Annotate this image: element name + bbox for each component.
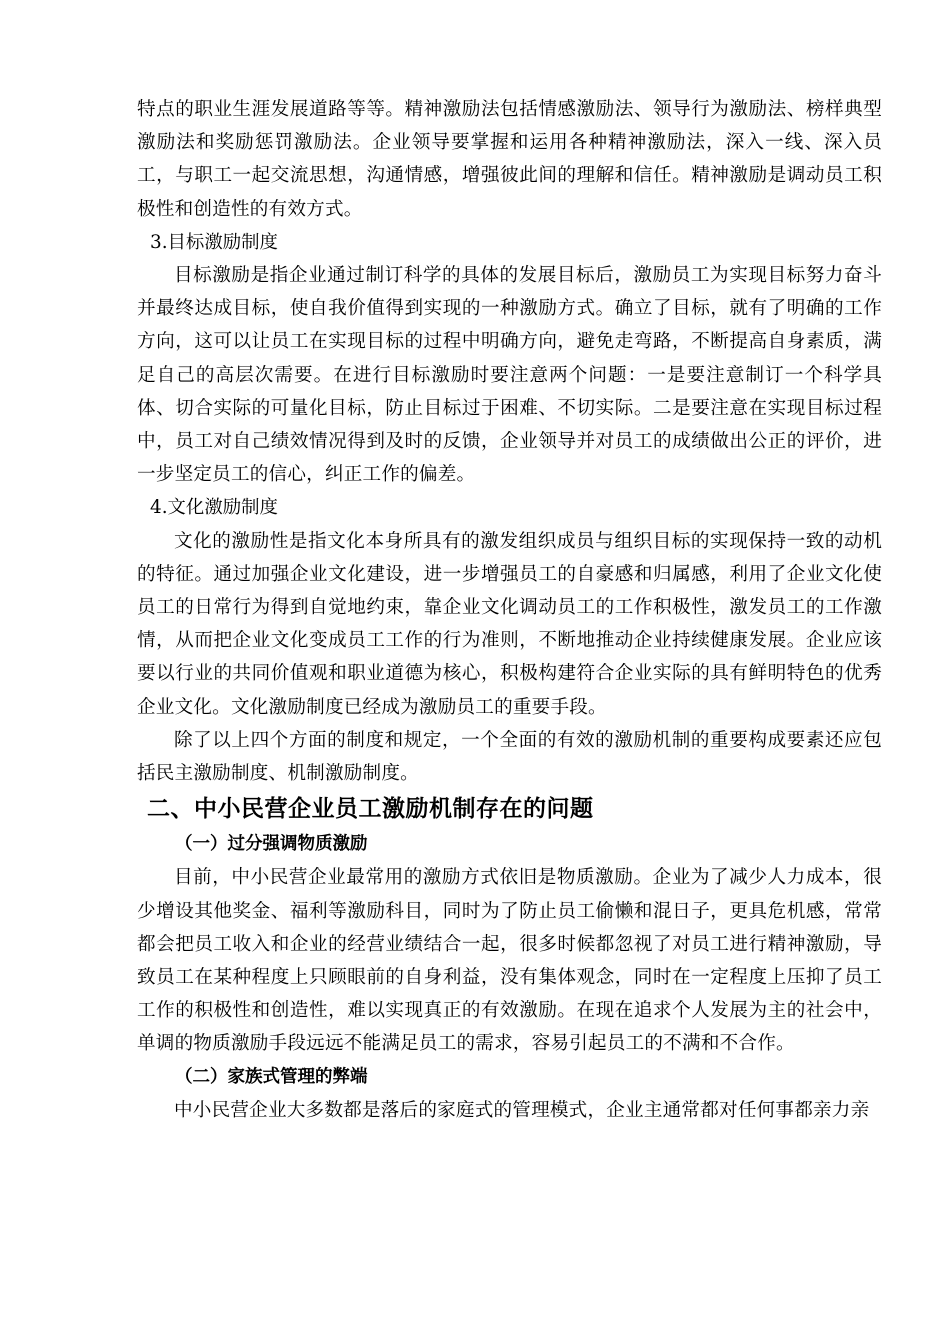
paragraph-family-management: 中小民营企业大多数都是落后的家庭式的管理模式，企业主通常都对任何事都亲力亲 bbox=[174, 1099, 870, 1121]
subsection-heading-family-management: （二）家族式管理的弊端 bbox=[175, 1066, 368, 1087]
paragraph-goal-incentive: 目标激励是指企业通过制订科学的具体的发展目标后，激励员工为实现目标努力奋斗并最终达成目标，使自我价值得到实现的一种激励方式。确立了目标，就有了明确的工作方向，这可以让员工在实现目标的过程中明确方向，避免走弯路，不断提高自身素质，满足自己的高层次需要。在进行目标激励时要注意两个问题：一是要注意制订一个科学具体、切合实际的可量化目标，防止目标过于困难、不切实际。二是要注意在实现目标过程中，员工对自己绩效情况得到及时的反馈，企业领导并对员工的成绩做出公正的评价，进一步坚定员工的信心，纠正工作的偏差。 bbox=[137, 265, 882, 486]
document-body bbox=[137, 93, 882, 1127]
paragraph-material-incentive: 目前，中小民营企业最常用的激励方式依旧是物质激励。企业为了减少人力成本，很少增设其他奖金、福利等激励科目，同时为了防止员工偷懒和混日子，更具危机感，常常都会把员工收入和企业的经营业绩结合一起，很多时候都忽视了对员工进行精神激励，导致员工在某种程度上只顾眼前的自身利益，没有集体观念，同时在一定程度上压抑了员工工作的积极性和创造性，难以实现真正的有效激励。在现在追求个人发展为主的社会中，单调的物质激励手段远远不能满足员工的需求，容易引起员工的不满和不合作。 bbox=[137, 867, 882, 1055]
subsection-heading-material-incentive: （一）过分强调物质激励 bbox=[175, 834, 368, 855]
subheading-culture-incentive: 4.文化激励制度 bbox=[150, 497, 278, 519]
paragraph-culture-incentive: 文化的激励性是指文化本身所具有的激发组织成员与组织目标的实现保持一致的动机的特征。通过加强企业文化建设，进一步增强员工的自豪感和归属感，利用了企业文化使员工的日常行为得到自觉地约束，靠企业文化调动员工的工作积极性，激发员工的工作激情，从而把企业文化变成员工工作的行为准则，不断地推动企业持续健康发展。企业应该要以行业的共同价值观和职业道德为核心，积极构建符合企业实际的具有鲜明特色的优秀企业文化。文化激励制度已经成为激励员工的重要手段。 bbox=[137, 530, 882, 718]
subheading-goal-incentive: 3.目标激励制度 bbox=[150, 231, 278, 253]
section-heading-problems: 二、中小民营企业员工激励机制存在的问题 bbox=[147, 796, 594, 823]
paragraph-other-incentives: 除了以上四个方面的制度和规定，一个全面的有效的激励机制的重要构成要素还应包括民主激励制度、机制激励制度。 bbox=[137, 729, 882, 785]
paragraph-spiritual-incentive: 特点的职业生涯发展道路等等。精神激励法包括情感激励法、领导行为激励法、榜样典型激励法和奖励惩罚激励法。企业领导要掌握和运用各种精神激励法，深入一线、深入员工，与职工一起交流思想，沟通情感，增强彼此间的理解和信任。精神激励是调动员工积极性和创造性的有效方式。 bbox=[137, 99, 882, 220]
